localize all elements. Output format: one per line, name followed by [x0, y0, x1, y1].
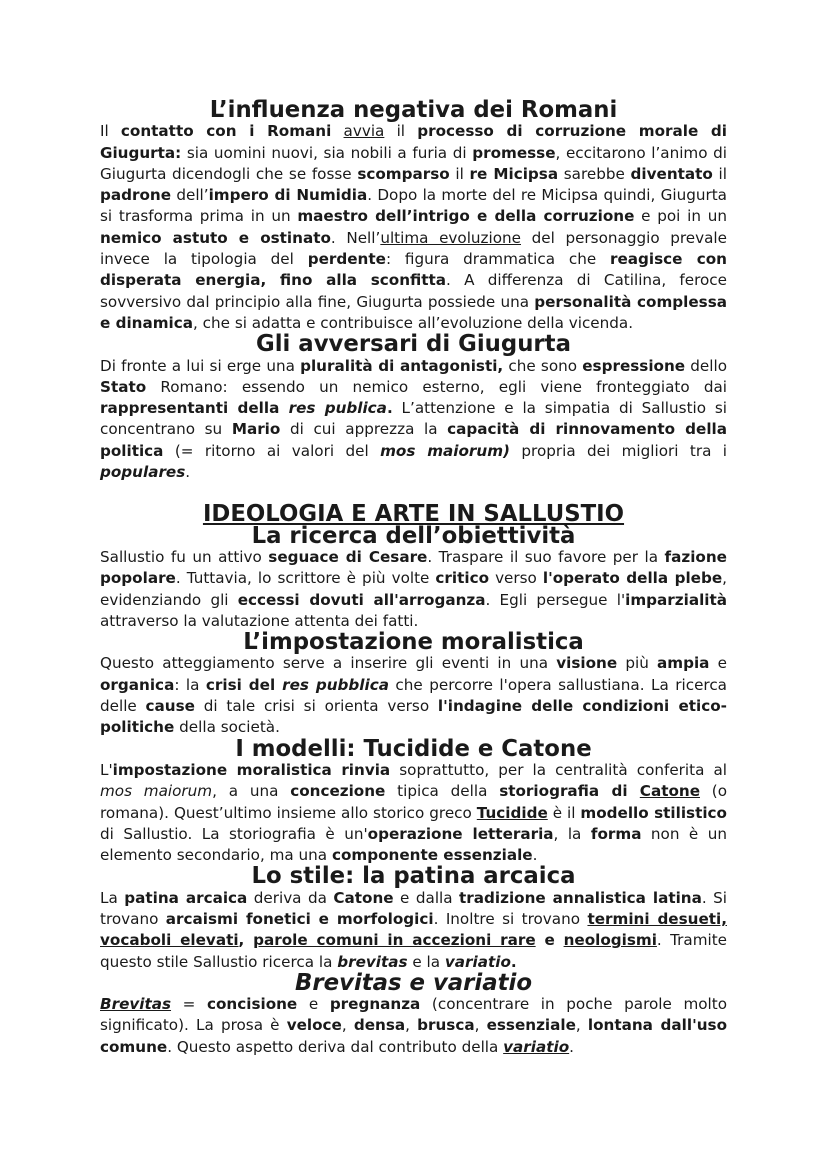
text-run: . Egli persegue l' — [485, 590, 626, 609]
styled-text-run: maestro dell’intrigo e della corruzione — [297, 207, 635, 226]
styled-text-run: nemico astuto e ostinato — [100, 228, 331, 247]
text-run: , — [575, 1016, 588, 1035]
styled-text-run: fazione popolare — [100, 547, 727, 588]
text-run: di cui apprezza la — [280, 420, 448, 439]
text-run: , — [474, 1016, 487, 1035]
heading-obiettivita: La ricerca dell’obiettività — [251, 522, 576, 549]
text-run: tipica della — [385, 782, 500, 801]
styled-text-run: l'operato della plebe — [542, 569, 723, 588]
text-run: Romano: essendo un nemico esterno, egli viene fronteggiato dai — [146, 377, 727, 396]
text-run: , la — [553, 824, 591, 843]
text-run: il — [712, 164, 727, 183]
styled-text-run: imparzialità — [625, 590, 727, 609]
styled-text-run: promesse — [472, 143, 556, 162]
styled-text-run: capacità di rinnovamento della politica — [100, 420, 727, 460]
styled-text-run: impero di Numidia — [208, 186, 368, 205]
text-run: , evidenziando gli — [100, 569, 727, 609]
styled-text-run: ultima evoluzione — [380, 228, 521, 247]
styled-text-run: Brevitas — [100, 995, 172, 1014]
styled-text-run: operazione letteraria — [367, 824, 554, 843]
styled-text-run: scomparso — [357, 164, 450, 183]
styled-text-run: seguace di Cesare — [268, 547, 428, 566]
text-run: . Inoltre si trovano — [433, 909, 588, 928]
text-run: , che si adatta e contribuisce all’evoluzione della vicenda. — [193, 313, 634, 332]
text-run: propria dei migliori tra i — [510, 441, 727, 460]
styled-text-run: mos maiorum — [100, 782, 213, 801]
styled-text-run: Catone — [639, 782, 700, 801]
styled-text-run: concisione — [206, 995, 298, 1014]
styled-text-run: forma — [590, 824, 642, 843]
text-run: . Traspare il suo favore per la — [427, 547, 665, 566]
text-run: è il — [547, 803, 581, 822]
text-run: La — [100, 888, 125, 907]
styled-text-run: densa — [353, 1016, 406, 1035]
styled-text-run: avvia — [343, 122, 385, 141]
text-run: e la — [407, 952, 445, 971]
styled-text-run: populares — [100, 463, 186, 482]
styled-text-run: res pubblica — [282, 675, 389, 694]
text-run: sarebbe — [558, 164, 631, 183]
text-run: non è un elemento secondario, ma una — [100, 824, 727, 865]
styled-text-run: brevitas — [337, 952, 408, 971]
styled-text-run: parole comuni in accezioni rare — [253, 931, 536, 950]
text-run: (o romana). Quest’ultimo insieme allo storico greco — [100, 782, 728, 822]
styled-text-run: pluralità di antagonisti, — [300, 356, 504, 375]
styled-text-run: critico — [435, 569, 490, 588]
paragraph-brevitas — [100, 994, 727, 1058]
text-run — [331, 122, 343, 140]
styled-text-run: diventato — [630, 164, 713, 183]
text-run: dello — [685, 356, 728, 375]
styled-text-run: visione — [556, 654, 618, 673]
text-run: che sono — [503, 356, 583, 375]
text-run: il — [449, 164, 470, 183]
text-run: Sallustio fu un attivo — [100, 547, 269, 566]
text-run: , eccitarono l’animo di Giugurta dicendogli che se fosse — [100, 143, 727, 183]
text-run: (= ritorno ai valori del — [163, 441, 381, 460]
heading-ideologia: IDEOLOGIA E ARTE IN SALLUSTIO — [202, 501, 625, 528]
styled-text-run: espressione — [582, 356, 686, 375]
text-run: verso — [489, 569, 543, 588]
styled-text-run: cause — [145, 697, 195, 716]
styled-text-run: contatto con i Romani — [120, 122, 332, 141]
heading-moralistica: L’impostazione moralistica — [243, 629, 584, 656]
styled-text-run: brusca — [417, 1016, 475, 1035]
text-run: Questo atteggiamento serve a inserire gli eventi in una — [100, 654, 557, 673]
heading-influenza: L’influenza negativa dei Romani — [209, 97, 618, 123]
text-run: il — [384, 122, 418, 141]
styled-text-run: processo di corruzione morale di Giugurta: — [100, 122, 728, 162]
styled-text-run: Catone — [333, 888, 394, 907]
text-run: e poi in un — [634, 207, 727, 226]
paragraph-modelli — [100, 760, 727, 866]
text-run: : figura drammatica che — [385, 250, 610, 269]
text-run: e — [297, 995, 330, 1014]
styled-text-run: lontana dall'uso comune — [100, 1016, 728, 1056]
text-run: : la — [174, 675, 206, 694]
styled-text-run: organica — [100, 675, 175, 694]
text-run: sia uomini nuovi, sia nobili a furia di — [181, 143, 473, 162]
styled-text-run: personalità complessa e dinamica — [100, 292, 727, 332]
paragraph-stile — [100, 888, 727, 973]
styled-text-run: storiografia di — [499, 782, 640, 801]
document-page — [100, 97, 728, 1058]
text-run: e — [709, 654, 727, 673]
styled-text-run: neologismi — [563, 931, 657, 950]
paragraph-avversari — [100, 356, 727, 484]
heading-stile: Lo stile: la patina arcaica — [251, 863, 576, 890]
text-run: . Nell’ — [330, 228, 381, 247]
styled-text-run: re Micipsa — [469, 164, 559, 183]
styled-text-run: impostazione moralistica rinvia — [112, 760, 391, 779]
styled-text-run: crisi del — [205, 675, 283, 694]
text-run: . — [185, 463, 191, 482]
styled-text-run: Mario — [231, 420, 281, 439]
styled-text-run: veloce — [286, 1016, 342, 1035]
text-run: L' — [100, 760, 113, 779]
text-run: di tale crisi si orienta verso — [194, 697, 438, 716]
styled-text-run: pregnanza — [329, 995, 421, 1014]
text-run: , a una — [212, 782, 291, 801]
text-run: = — [171, 995, 207, 1014]
styled-text-run: variatio — [444, 952, 511, 971]
styled-text-run: arcaismi fonetici e morfologici — [165, 909, 434, 928]
styled-text-run: termini desueti, vocaboli elevati — [100, 909, 727, 950]
paragraph-influenza — [100, 121, 727, 334]
text-run: . — [532, 846, 538, 865]
text-run: del personaggio prevale invece la tipologia del — [100, 228, 727, 269]
styled-text-run: patina arcaica — [124, 888, 248, 907]
text-run: . Tuttavia, lo scrittore è più volte — [175, 569, 436, 588]
text-run: . Tramite questo stile Sallustio ricerca la — [100, 931, 728, 971]
text-run: . Si trovano — [100, 888, 727, 928]
text-run: che percorre l'opera sallustiana. La ricerca delle — [100, 675, 727, 716]
heading-modelli: I modelli: Tucidide e Catone — [235, 735, 592, 762]
heading-avversari: Gli avversari di Giugurta — [256, 331, 571, 358]
styled-text-run: modello stilistico — [580, 803, 727, 822]
styled-text-run: essenziale — [486, 1016, 576, 1035]
styled-text-run: tradizione annalistica latina — [459, 888, 702, 907]
text-run: più — [617, 654, 658, 673]
styled-text-run: componente essenziale — [331, 846, 533, 865]
styled-text-run: ampia — [657, 654, 710, 673]
paragraph-obiettivita — [100, 547, 727, 632]
text-run: Di fronte a lui si erge una — [100, 356, 301, 375]
text-run: L’attenzione e la simpatia di Sallustio si concentrano su — [100, 399, 727, 439]
styled-text-run: reagisce con disperata energia, fino alla sconfitta — [100, 250, 727, 290]
styled-text-run: padrone — [100, 186, 172, 205]
text-run: . — [569, 1037, 574, 1056]
styled-text-run: res publica — [288, 399, 387, 418]
text-run: della società. — [174, 718, 280, 737]
styled-text-run: variatio — [503, 1037, 570, 1056]
text-run: . Dopo la morte del re Micipsa quindi, Giugurta si trasforma prima in un — [100, 186, 727, 226]
text-run: , — [341, 1016, 354, 1035]
styled-text-run: concezione — [290, 782, 386, 801]
text-run: . A differenza di Catilina, feroce sovversivo dal principio alla fine, Giugurta possiede una — [100, 271, 727, 311]
styled-text-run: mos maiorum) — [380, 441, 510, 460]
text-run: . Questo aspetto deriva dal contributo della — [167, 1037, 504, 1056]
text-run: deriva da — [247, 888, 334, 907]
text-run: di Sallustio. La storiografia è un' — [100, 824, 368, 843]
styled-text-run: , — [238, 931, 254, 950]
styled-text-run: Tucidide — [476, 803, 548, 822]
styled-text-run: rappresentanti della — [100, 399, 289, 418]
paragraph-moralistica — [100, 653, 727, 738]
styled-text-run: . — [510, 952, 517, 971]
styled-text-run: perdente — [307, 250, 386, 269]
heading-brevitas: Brevitas e variatio — [295, 969, 532, 996]
text-run: attraverso la valutazione attenta dei fatti. — [100, 611, 419, 630]
text-run: e dalla — [393, 888, 460, 907]
styled-text-run: eccessi dovuti all'arroganza — [237, 590, 486, 609]
text-run: dell’ — [171, 186, 209, 205]
styled-text-run: . — [386, 399, 393, 418]
styled-text-run: l'indagine delle condizioni etico-politiche — [100, 697, 727, 737]
styled-text-run: e — [535, 931, 564, 950]
styled-text-run: Stato — [100, 377, 147, 396]
text-run: , — [405, 1016, 418, 1035]
text-run: (concentrare in poche parole molto significato). La prosa è — [100, 995, 728, 1035]
text-run: soprattutto, per la centralità conferita al — [390, 760, 727, 779]
text-run: Il — [100, 122, 121, 141]
